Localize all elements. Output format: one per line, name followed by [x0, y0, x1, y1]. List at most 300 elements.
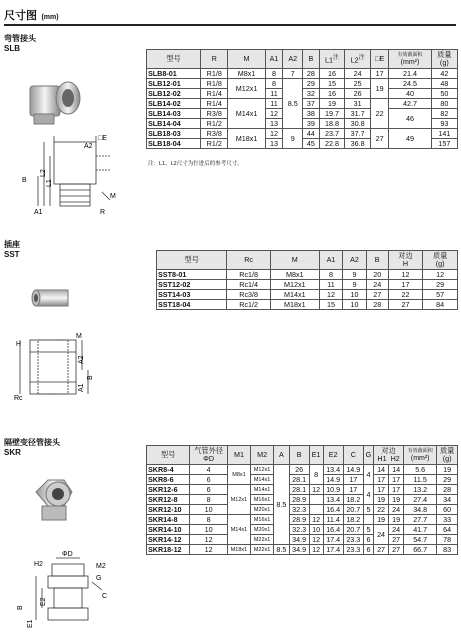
skr-col-a: A [274, 446, 289, 465]
table-row [147, 495, 458, 505]
table-cell: SLB14-03 [147, 109, 201, 119]
table-cell: 24.5 [389, 79, 431, 89]
table-cell: 12 [309, 485, 323, 495]
table-cell: 24 [389, 505, 404, 515]
table-cell: M14x1 [227, 515, 250, 545]
table-cell: 5 [363, 525, 373, 535]
table-cell: 24 [345, 69, 371, 79]
skr-col-h2: H2 [390, 454, 400, 463]
table-cell: 28.9 [289, 515, 309, 525]
table-cell: 16.4 [323, 525, 343, 535]
skr-col-g: G [363, 446, 373, 465]
sst-col-h-sym: H [402, 259, 409, 268]
table-cell: 12 [388, 270, 423, 280]
table-cell: M16x1 [251, 495, 274, 505]
table-row [147, 535, 458, 545]
sst-col-rc: Rc [227, 251, 270, 270]
table-cell: 15 [319, 300, 342, 310]
table-cell: 19 [374, 495, 389, 505]
slb-col-mass [431, 50, 457, 69]
table-cell: 5 [363, 505, 373, 515]
slb-dim-m: M [110, 193, 116, 200]
section-title-skr [4, 438, 60, 458]
table-cell: 49 [389, 129, 431, 149]
sst-product-photo [30, 284, 74, 312]
table-cell: R1/4 [201, 99, 228, 109]
page-header [4, 6, 456, 26]
table-cell: 41.7 [404, 525, 437, 535]
table-cell: SLB18-04 [147, 139, 201, 149]
table-cell: 22 [371, 99, 389, 129]
sst-spec-table [156, 250, 458, 310]
table-cell: 8 [190, 495, 228, 505]
page-unit: (mm) [41, 14, 59, 21]
table-cell [309, 505, 323, 515]
table-cell: SKR8-6 [147, 475, 190, 485]
table-cell: 18.2 [343, 515, 363, 525]
table-cell: SKR14-10 [147, 525, 190, 535]
table-cell: 82 [431, 109, 457, 119]
section-title-sst [4, 240, 20, 260]
table-cell: 18.8 [319, 119, 345, 129]
table-cell [363, 515, 373, 525]
skr-dim-b: B [17, 605, 24, 610]
table-cell: 8 [265, 79, 283, 89]
table-cell: 48 [431, 79, 457, 89]
sst-col-mass-unit: (g) [435, 259, 445, 268]
table-cell: 11.4 [323, 515, 343, 525]
table-cell: 78 [437, 535, 458, 545]
slb-col-area-label: 有效截面积 [397, 52, 423, 58]
table-cell: 20.7 [343, 505, 363, 515]
skr-col-tube-sym: ΦD [203, 454, 215, 463]
table-cell: 80 [431, 99, 457, 109]
table-cell: 8 [319, 270, 342, 280]
table-cell: 50 [431, 89, 457, 99]
slb-dim-b: B [22, 177, 27, 184]
sst-dim-h: H [16, 341, 22, 348]
table-cell: 9 [343, 280, 366, 290]
table-cell: M14x1 [251, 485, 274, 495]
table-cell: 17.4 [323, 545, 343, 555]
skr-dimension-drawing [12, 550, 122, 630]
table-cell: 6 [363, 545, 373, 555]
slb-col-a1: A1 [265, 50, 283, 69]
table-cell: 8 [309, 465, 323, 485]
table-row [147, 99, 458, 109]
sst-col-a2: A2 [343, 251, 366, 270]
table-cell: 11 [265, 99, 283, 109]
table-cell: M12x1 [228, 79, 265, 99]
table-cell: M12x1 [227, 485, 250, 515]
table-row [147, 109, 458, 119]
table-cell [309, 495, 323, 505]
table-cell: 8.5 [274, 465, 289, 545]
sst-dimension-drawing [12, 330, 92, 402]
slb-col-area-unit: (mm²) [400, 59, 420, 66]
table-cell: 42 [431, 69, 457, 79]
sst-col-m: M [270, 251, 319, 270]
slb-col-l1-label: L1 [324, 55, 333, 65]
skr-col-mass-label: 质量 [439, 446, 455, 455]
skr-code: SKR [4, 448, 21, 457]
slb-col-a2: A2 [283, 50, 303, 69]
table-cell: M8x1 [228, 69, 265, 79]
table-row [147, 129, 458, 139]
table-cell: 10 [343, 300, 366, 310]
table-cell: 28 [303, 69, 320, 79]
table-cell: SLB12-01 [147, 79, 201, 89]
table-cell: SKR8-4 [147, 465, 190, 475]
table-cell: 17 [343, 485, 363, 495]
table-cell: 29 [423, 280, 458, 290]
table-cell: 27 [388, 300, 423, 310]
sst-dim-a2: A2 [78, 355, 85, 364]
table-row [147, 515, 458, 525]
table-cell: 12 [309, 545, 323, 555]
skr-col-m2: M2 [251, 446, 274, 465]
table-cell: 5.6 [404, 465, 437, 475]
table-cell: 7 [283, 69, 303, 79]
table-cell: M18x1 [228, 129, 265, 149]
table-cell: Rc1/4 [227, 280, 270, 290]
table-cell: 22.8 [319, 139, 345, 149]
skr-col-area [404, 446, 437, 465]
table-row [157, 290, 458, 300]
slb-col-area [389, 50, 431, 69]
table-cell: M20x1 [251, 525, 274, 535]
slb-name: 弯管接头 [4, 34, 36, 43]
sst-dim-a1: A1 [78, 383, 85, 392]
table-row [157, 300, 458, 310]
table-cell: 6 [190, 485, 228, 495]
table-row [147, 69, 458, 79]
table-cell: 37 [303, 99, 320, 109]
table-cell: 12 [309, 535, 323, 545]
table-cell: 13.2 [404, 485, 437, 495]
table-cell: 11 [319, 280, 342, 290]
skr-dim-c: C [102, 593, 108, 600]
table-cell: M8x1 [227, 465, 250, 485]
table-cell: 27 [389, 535, 404, 545]
table-cell: 10 [343, 290, 366, 300]
sst-name: 插座 [4, 240, 20, 249]
skr-col-model: 型号 [147, 446, 190, 465]
table-cell: 39 [303, 119, 320, 129]
skr-col-mass-unit: (g) [442, 454, 452, 463]
slb-dim-e: □E [98, 135, 107, 142]
table-cell: 19 [319, 99, 345, 109]
table-cell: 93 [431, 119, 457, 129]
slb-dim-r: R [100, 209, 106, 216]
skr-col-m1: M1 [227, 446, 250, 465]
table-cell: SST18-04 [157, 300, 227, 310]
table-row [147, 505, 458, 515]
slb-col-b: B [303, 50, 320, 69]
table-cell: R1/2 [201, 119, 228, 129]
slb-col-mass-label: 质量 [437, 50, 452, 59]
table-cell: 14 [389, 465, 404, 475]
table-cell: 27.4 [404, 495, 437, 505]
table-cell: 11 [265, 89, 283, 99]
table-cell: 19 [437, 465, 458, 475]
table-cell: 16 [319, 89, 345, 99]
slb-product-photo [26, 76, 84, 128]
table-cell: 24 [389, 525, 404, 535]
table-cell: 27 [389, 545, 404, 555]
skr-dim-d: ΦD [62, 551, 73, 558]
skr-col-e2: E2 [323, 446, 343, 465]
sst-col-a1: A1 [319, 251, 342, 270]
table-cell: SLB18-03 [147, 129, 201, 139]
table-cell: 28.1 [289, 485, 309, 495]
table-cell: M20x1 [251, 505, 274, 515]
table-cell: 10.9 [323, 485, 343, 495]
table-cell: SLB12-02 [147, 89, 201, 99]
slb-spec-table [146, 49, 458, 149]
table-cell: 26 [345, 89, 371, 99]
table-cell: SST14-03 [157, 290, 227, 300]
skr-dim-e2: E2 [40, 597, 47, 606]
table-cell: 32.3 [289, 525, 309, 535]
table-cell: 45 [303, 139, 320, 149]
table-row [157, 270, 458, 280]
slb-col-l2-label: L2 [350, 55, 359, 65]
table-cell: 19 [371, 79, 389, 99]
table-cell: 17 [374, 475, 389, 485]
table-cell: 14 [374, 465, 389, 475]
table-cell: 12 [265, 129, 283, 139]
table-cell: 9 [283, 129, 303, 149]
table-cell: 46 [389, 109, 431, 129]
table-cell: M18x1 [227, 545, 250, 555]
sst-dim-rc: Rc [14, 395, 23, 402]
table-cell: 27 [371, 129, 389, 149]
table-cell: 13.4 [323, 495, 343, 505]
table-cell: 44 [303, 129, 320, 139]
sst-col-h-label: 对边 [398, 251, 413, 260]
table-cell: 12 [190, 535, 228, 545]
table-cell: 28.1 [289, 475, 309, 485]
table-row [147, 475, 458, 485]
table-cell: 17 [371, 69, 389, 79]
table-cell: 31 [345, 99, 371, 109]
table-cell: 33 [437, 515, 458, 525]
table-cell: 60 [437, 505, 458, 515]
sst-col-b: B [366, 251, 388, 270]
table-row [147, 525, 458, 535]
slb-col-mass-unit: (g) [439, 58, 449, 67]
table-cell: R1/8 [201, 79, 228, 89]
table-cell: SKR18-12 [147, 545, 190, 555]
table-cell: 34.8 [404, 505, 437, 515]
table-cell: 8.5 [283, 79, 303, 129]
table-cell: 8 [190, 515, 228, 525]
table-cell: 23.3 [343, 535, 363, 545]
table-cell: 28 [366, 300, 388, 310]
slb-code: SLB [4, 44, 20, 53]
sst-dim-m: M [76, 333, 82, 340]
table-cell: M16x1 [251, 515, 274, 525]
table-cell: 4 [363, 465, 373, 485]
table-cell: 12 [423, 270, 458, 280]
skr-product-photo [28, 472, 80, 524]
table-cell: 18.2 [343, 495, 363, 505]
table-cell: 22 [374, 505, 389, 515]
table-cell: 19 [389, 495, 404, 505]
slb-col-l2: $L2^注$ [345, 50, 371, 69]
table-cell: 34.9 [289, 545, 309, 555]
table-cell: 12 [319, 290, 342, 300]
table-cell: 19.7 [319, 109, 345, 119]
skr-dim-h2: H2 [34, 561, 43, 568]
skr-col-mass [437, 446, 458, 465]
table-cell: 34 [437, 495, 458, 505]
table-cell: 19 [374, 515, 389, 525]
skr-col-tube [190, 446, 228, 465]
table-cell: 17 [389, 475, 404, 485]
table-cell: 30.8 [345, 119, 371, 129]
table-cell: SST8-01 [157, 270, 227, 280]
table-cell: 54.7 [404, 535, 437, 545]
table-cell: Rc1/8 [227, 270, 270, 280]
table-cell: 20 [366, 270, 388, 280]
skr-dim-e1: E1 [27, 619, 34, 628]
table-cell: R1/2 [201, 139, 228, 149]
table-cell: 10 [190, 505, 228, 515]
skr-col-b: B [289, 446, 309, 465]
table-cell: SKR14-8 [147, 515, 190, 525]
table-cell: 21.4 [389, 69, 431, 79]
table-cell: R3/8 [201, 109, 228, 119]
table-cell: 12 [309, 515, 323, 525]
slb-col-l1: $L1^注$ [319, 50, 345, 69]
table-cell: 14.9 [343, 465, 363, 475]
skr-col-h [374, 446, 404, 465]
table-cell: 27 [366, 290, 388, 300]
table-cell: 23.3 [343, 545, 363, 555]
table-cell: 57 [423, 290, 458, 300]
skr-col-c: C [343, 446, 363, 465]
sst-col-mass-label: 质量 [432, 251, 448, 260]
table-cell: 14.9 [323, 475, 343, 485]
table-row [157, 280, 458, 290]
table-cell: SLB8-01 [147, 69, 201, 79]
table-cell: 13 [265, 119, 283, 129]
slb-col-r: R [201, 50, 228, 69]
table-cell: 27 [374, 545, 389, 555]
table-row [147, 89, 458, 99]
table-cell: 66.7 [404, 545, 437, 555]
table-cell: SKR12-10 [147, 505, 190, 515]
table-cell: R1/8 [201, 69, 228, 79]
skr-col-h-label: 对边 [381, 446, 396, 455]
slb-col-model: 型号 [147, 50, 201, 69]
table-cell: 8 [265, 69, 283, 79]
table-cell: M14x1 [270, 290, 319, 300]
table-cell: 157 [431, 139, 457, 149]
table-cell: 34.9 [289, 535, 309, 545]
table-cell: M12x1 [251, 465, 274, 475]
table-cell: 24 [366, 280, 388, 290]
table-cell: 38 [303, 109, 320, 119]
table-cell: SKR12-8 [147, 495, 190, 505]
table-cell: 16 [319, 69, 345, 79]
table-cell: M12x1 [270, 280, 319, 290]
table-cell: 6 [190, 475, 228, 485]
skr-col-area-label: 有效截面积 [407, 448, 433, 454]
table-cell: 12 [190, 545, 228, 555]
table-cell: M18x1 [270, 300, 319, 310]
table-cell: 26 [289, 465, 309, 475]
table-cell: 32.3 [289, 505, 309, 515]
table-cell: 8.5 [274, 545, 289, 555]
table-cell: SKR12-6 [147, 485, 190, 495]
table-cell: 10 [190, 525, 228, 535]
table-cell: 11.5 [404, 475, 437, 485]
table-cell: 20.7 [343, 525, 363, 535]
table-cell: 28.9 [289, 495, 309, 505]
skr-col-e1: E1 [309, 446, 323, 465]
table-cell: 13 [265, 139, 283, 149]
table-cell: 9 [343, 270, 366, 280]
table-cell: SST12-02 [157, 280, 227, 290]
table-cell: 4 [190, 465, 228, 475]
table-cell: 29 [303, 79, 320, 89]
sst-code: SST [4, 250, 20, 259]
table-cell: 36.8 [345, 139, 371, 149]
table-cell: M22x1 [251, 535, 274, 545]
sst-col-h [388, 251, 423, 270]
table-cell: 27.7 [404, 515, 437, 525]
slb-dim-a1: A1 [34, 209, 43, 216]
slb-col-m: M [228, 50, 265, 69]
table-cell: 24 [374, 525, 389, 545]
skr-dim-g: G [96, 575, 102, 582]
page-title: 尺寸图 [4, 10, 37, 22]
table-cell: 23.7 [319, 129, 345, 139]
sst-col-model: 型号 [157, 251, 227, 270]
table-cell: SLB14-02 [147, 99, 201, 109]
table-cell: 17 [374, 485, 389, 495]
sst-dim-b: B [87, 375, 94, 380]
table-cell: M8x1 [270, 270, 319, 280]
slb-col-e: □E [371, 50, 389, 69]
table-cell: 64 [437, 525, 458, 535]
skr-col-area-unit: (mm²) [410, 455, 430, 462]
slb-dim-a2: A2 [84, 143, 93, 150]
sst-col-mass [423, 251, 458, 270]
table-cell: Rc1/2 [227, 300, 270, 310]
table-cell: 37.7 [345, 129, 371, 139]
table-cell: 10 [309, 525, 323, 535]
table-cell: 84 [423, 300, 458, 310]
table-cell: 4 [363, 485, 373, 505]
table-cell: 16.4 [323, 505, 343, 515]
table-cell: SLB14-04 [147, 119, 201, 129]
table-cell: 13.4 [323, 465, 343, 475]
skr-dim-m2: M2 [96, 563, 106, 570]
table-cell: 15 [319, 79, 345, 89]
table-cell: 22 [388, 290, 423, 300]
table-row [147, 79, 458, 89]
table-cell: 17 [389, 485, 404, 495]
table-cell: 42.7 [389, 99, 431, 109]
skr-col-h1: H1 [377, 454, 387, 463]
table-cell: 32 [303, 89, 320, 99]
table-cell: SKR14-12 [147, 535, 190, 545]
slb-dim-l1: L1 [46, 179, 53, 187]
